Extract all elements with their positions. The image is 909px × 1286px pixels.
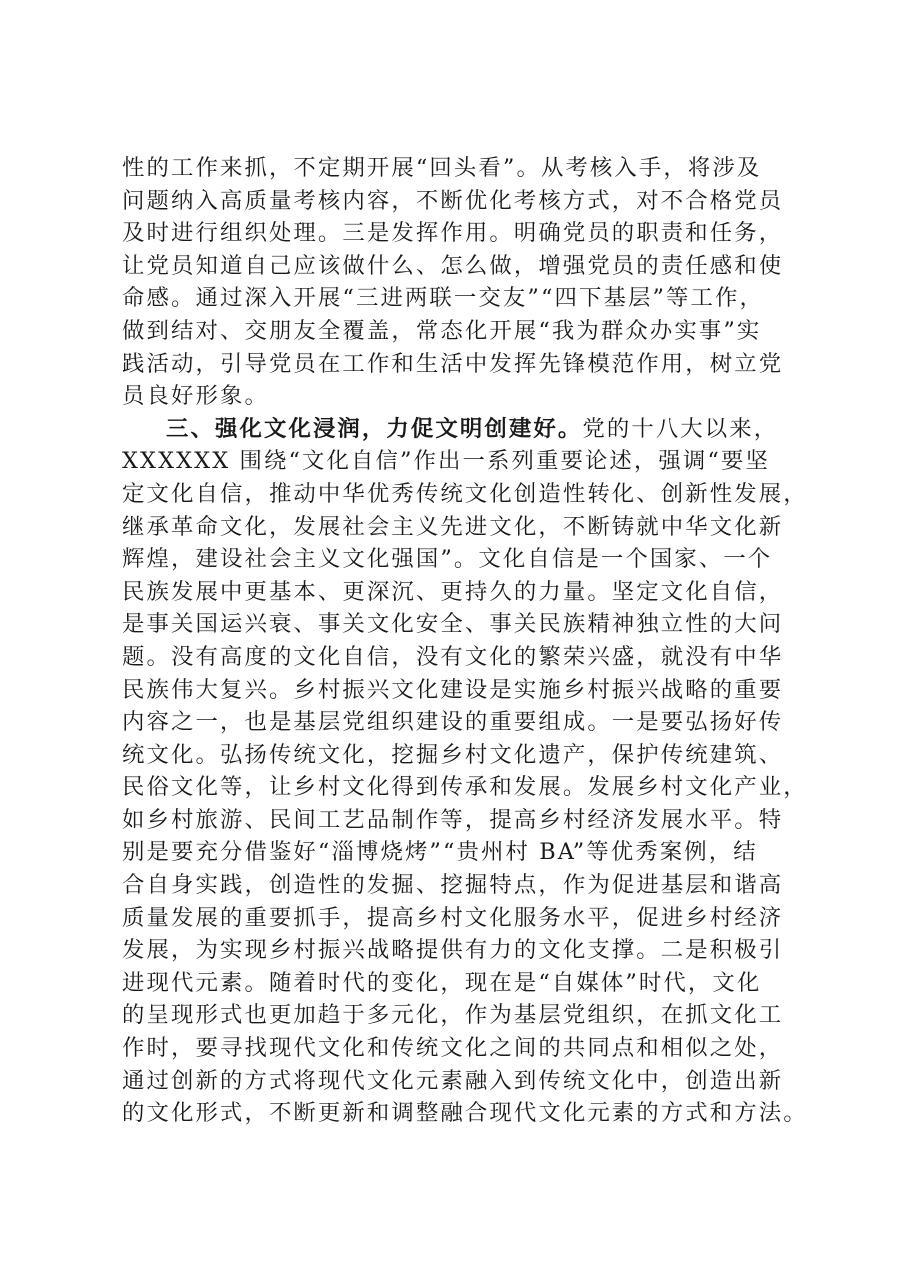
text-line: 作时，要寻找现代文化和传统文化之间的共同点和相似之处， xyxy=(122,1035,784,1062)
text-line: 的呈现形式也更加趋于多元化，作为基层党组织，在抓文化工 xyxy=(122,1002,784,1029)
section-first-line xyxy=(122,413,802,446)
text-line: 内容之一，也是基层党组织建设的重要组成。一是要弘扬好传 xyxy=(122,709,784,736)
text-line: 做到结对、交朋友全覆盖，常态化开展“我为群众办实事”实 xyxy=(122,317,762,344)
text-line: 是事关国运兴衰、事关文化安全、事关民族精神独立性的大问 xyxy=(122,611,784,638)
text-line: 命感。通过深入开展“三进两联一交友”“四下基层”等工作， xyxy=(122,285,764,312)
text-line: 辉煌，建设社会主义文化强国”。文化自信是一个国家、一个 xyxy=(122,546,773,573)
text-line: 继承革命文化，发展社会主义先进文化，不断铸就中华文化新 xyxy=(122,513,784,540)
text-line: 质量发展的重要抓手，提高乡村文化服务水平，促进乡村经济 xyxy=(122,904,784,931)
text-line: 民族伟大复兴。乡村振兴文化建设是实施乡村振兴战略的重要 xyxy=(122,676,784,703)
section-heading: 三、强化文化浸润，力促文明创建好。 xyxy=(166,415,583,442)
text-line: XXXXXX 围绕“文化自信”作出一系列重要论述，强调“要坚 xyxy=(122,448,770,475)
text-line: 通过创新的方式将现代文化元素融入到传统文化中，创造出新 xyxy=(122,1067,784,1094)
text-line: 及时进行组织处理。三是发挥作用。明确党员的职责和任务， xyxy=(122,220,784,247)
text-line: 统文化。弘扬传统文化，挖掘乡村文化遗产，保护传统建筑、 xyxy=(122,741,784,768)
text-line: 别是要充分借鉴好“淄博烧烤”“贵州村 BA”等优秀案例，结 xyxy=(122,839,758,866)
text-line: 如乡村旅游、民间工艺品制作等，提高乡村经济发展水平。特 xyxy=(122,806,784,833)
body-text xyxy=(122,152,808,1130)
text-line: 发展，为实现乡村振兴战略提供有力的文化支撑。二是积极引 xyxy=(122,937,784,964)
text-line: 题。没有高度的文化自信，没有文化的繁荣兴盛，就没有中华 xyxy=(122,643,784,670)
text-line: 问题纳入高质量考核内容，不断优化考核方式，对不合格党员 xyxy=(122,187,784,214)
text-line: 定文化自信，推动中华优秀传统文化创造性转化、创新性发展， xyxy=(122,480,808,507)
text-line: 民俗文化等，让乡村文化得到传承和发展。发展乡村文化产业， xyxy=(122,774,808,801)
text-line: 民族发展中更基本、更深沉、更持久的力量。坚定文化自信， xyxy=(122,578,784,605)
text-line: 合自身实践，创造性的发掘、挖掘特点，作为促进基层和谐高 xyxy=(122,872,784,899)
text-line: 的文化形式，不断更新和调整融合现代文化元素的方式和方法。 xyxy=(122,1100,808,1127)
text-line: 员良好形象。 xyxy=(122,383,269,410)
text-line: 让党员知道自己应该做什么、怎么做，增强党员的责任感和使 xyxy=(122,252,784,279)
section-first-line-text: 党的十八大以来， xyxy=(582,415,779,442)
text-line: 性的工作来抓，不定期开展“回头看”。从考核入手，将涉及 xyxy=(122,155,762,181)
text-line: 进现代元素。随着时代的变化，现在是“自媒体”时代，文化 xyxy=(122,969,762,996)
text-line: 践活动，引导党员在工作和生活中发挥先锋模范作用，树立党 xyxy=(122,350,784,377)
